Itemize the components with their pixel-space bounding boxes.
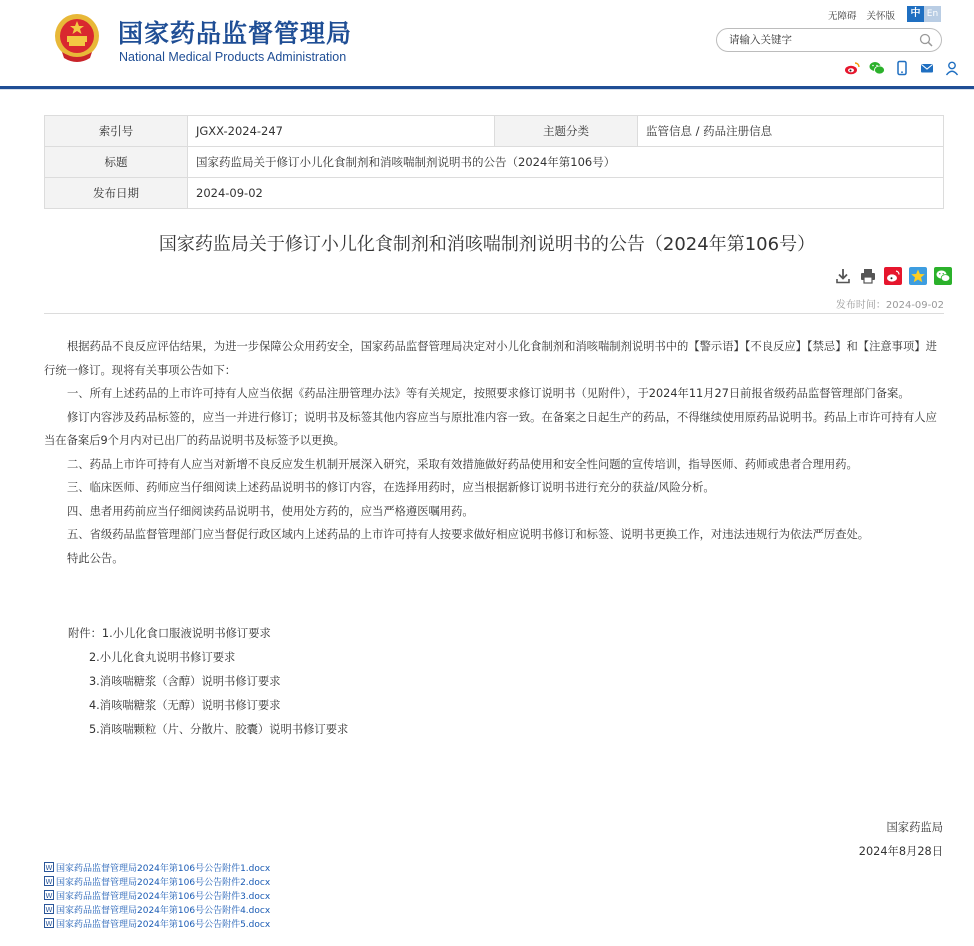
- wechat-share-icon[interactable]: [934, 267, 952, 285]
- paragraph: 特此公告。: [67, 551, 124, 565]
- title-value: 国家药监局关于修订小儿化食制剂和消咳喘制剂说明书的公告（2024年第106号）: [188, 147, 944, 178]
- svg-text:W: W: [45, 920, 53, 928]
- table-row: [45, 116, 944, 147]
- paragraph: 五、省级药品监督管理部门应当督促行政区域内上述药品的上市许可持有人按要求做好相应说明书修订和标签、说明书更换工作，对违法违规行为依法严厉查处。: [67, 528, 870, 541]
- file-link[interactable]: [44, 890, 270, 904]
- social-links: [844, 60, 964, 76]
- article-body: [44, 335, 944, 570]
- file-name: 国家药品监督管理局2024年第106号公告附件1.docx: [56, 864, 271, 874]
- date-value: 2024-09-02: [188, 178, 944, 209]
- table-row: [45, 178, 944, 209]
- attachment-item: 4.消咳喘糖浆（无醇）说明书修订要求: [89, 699, 281, 712]
- paragraph: 修订内容涉及药品标签的，应当一并进行修订；说明书及标签其他内容应当与原批准内容一致。在备案之日起生产的药品，不得继续使用原药品说明书。药品上市许可持有人应当在备案后9个月内对已出厂的药品说明书及标签予以更换。: [44, 410, 937, 447]
- file-link[interactable]: [44, 862, 270, 876]
- content-divider: [44, 313, 944, 314]
- index-value: JGXX-2024-247: [188, 116, 495, 147]
- wechat-icon[interactable]: [869, 60, 885, 76]
- site-title-en[interactable]: National Medical Products Administration: [119, 50, 347, 64]
- mail-icon[interactable]: [919, 60, 935, 76]
- search-box: [716, 28, 942, 52]
- svg-text:W: W: [45, 878, 53, 886]
- table-row: [45, 147, 944, 178]
- word-doc-icon: [44, 876, 54, 886]
- site-title-cn[interactable]: 国家药品监督管理局: [118, 19, 353, 48]
- emblem-icon[interactable]: [52, 12, 102, 64]
- index-label: 索引号: [45, 116, 188, 147]
- elder-mode-link[interactable]: 关怀版: [866, 11, 896, 22]
- print-icon[interactable]: [859, 267, 877, 285]
- qzone-icon[interactable]: [909, 267, 927, 285]
- meta-table: [44, 115, 944, 209]
- lang-zh-button[interactable]: 中: [907, 6, 924, 22]
- attachment-item: 附件：1.小儿化食口服液说明书修订要求: [68, 627, 271, 640]
- paragraph: 三、临床医师、药师应当仔细阅读上述药品说明书的修订内容，在选择用药时，应当根据新修订说明书进行充分的获益/风险分析。: [67, 481, 715, 494]
- mobile-icon[interactable]: [894, 60, 910, 76]
- attachment-list: [68, 622, 348, 742]
- file-links: [44, 862, 270, 932]
- file-name: 国家药品监督管理局2024年第106号公告附件5.docx: [56, 920, 271, 930]
- date-label: 发布日期: [45, 178, 188, 209]
- word-doc-icon: [44, 918, 54, 928]
- signer: 国家药监局: [886, 821, 943, 834]
- svg-text:W: W: [45, 892, 53, 900]
- paragraph: 四、患者用药前应当仔细阅读药品说明书，使用处方药的，应当严格遵医嘱用药。: [67, 504, 474, 518]
- article-title: 国家药监局关于修订小儿化食制剂和消咳喘制剂说明书的公告（2024年第106号）: [158, 234, 816, 255]
- search-input[interactable]: [729, 32, 909, 48]
- file-name: 国家药品监督管理局2024年第106号公告附件2.docx: [56, 878, 271, 888]
- word-doc-icon: [44, 904, 54, 914]
- article-tools: [834, 267, 954, 285]
- file-link[interactable]: [44, 904, 270, 918]
- header-divider-light: [0, 89, 974, 90]
- top-links: [828, 8, 905, 22]
- paragraph: 一、所有上述药品的上市许可持有人应当依据《药品注册管理办法》等有关规定，按照要求修订说明书（见附件），于2024年11月27日前报省级药品监督管理部门备案。: [67, 387, 910, 400]
- word-doc-icon: [44, 890, 54, 900]
- file-name: 国家药品监督管理局2024年第106号公告附件4.docx: [56, 906, 271, 916]
- search-icon[interactable]: [919, 33, 933, 47]
- weibo-share-icon[interactable]: [884, 267, 902, 285]
- svg-text:W: W: [45, 864, 53, 872]
- title-label: 标题: [45, 147, 188, 178]
- attachment-item: 5.消咳喘颗粒（片、分散片、胶囊）说明书修订要求: [89, 723, 349, 736]
- category-value: 监管信息 / 药品注册信息: [638, 116, 944, 147]
- site-header: [0, 0, 974, 90]
- file-name: 国家药品监督管理局2024年第106号公告附件3.docx: [56, 892, 271, 902]
- accessibility-link[interactable]: 无障碍: [828, 11, 857, 22]
- attachment-item: 3.消咳喘糖浆（含醇）说明书修订要求: [89, 675, 281, 688]
- lang-en-button[interactable]: En: [924, 6, 941, 22]
- publish-time: 发布时间：2024-09-02: [835, 300, 944, 311]
- user-icon[interactable]: [944, 60, 960, 76]
- file-link[interactable]: [44, 876, 270, 890]
- paragraph: 根据药品不良反应评估结果，为进一步保障公众用药安全，国家药品监督管理局决定对小儿化食制剂和消咳喘制剂说明书中的【警示语】【不良反应】【禁忌】和【注意事项】进行统一修订。现将有关事项公告如下：: [44, 340, 937, 377]
- file-link[interactable]: [44, 918, 270, 932]
- paragraph: 二、药品上市许可持有人应当对新增不良反应发生机制开展深入研究，采取有效措施做好药品使用和安全性问题的宣传培训，指导医师、药师或患者合理用药。: [67, 457, 858, 471]
- attachment-item: 2.小儿化食丸说明书修订要求: [89, 651, 236, 664]
- signature-block: [859, 816, 943, 864]
- download-icon[interactable]: [834, 267, 852, 285]
- category-label: 主题分类: [495, 116, 638, 147]
- sign-date: 2024年8月28日: [858, 845, 943, 858]
- word-doc-icon: [44, 862, 54, 872]
- svg-text:W: W: [45, 906, 53, 914]
- weibo-icon[interactable]: [844, 60, 860, 76]
